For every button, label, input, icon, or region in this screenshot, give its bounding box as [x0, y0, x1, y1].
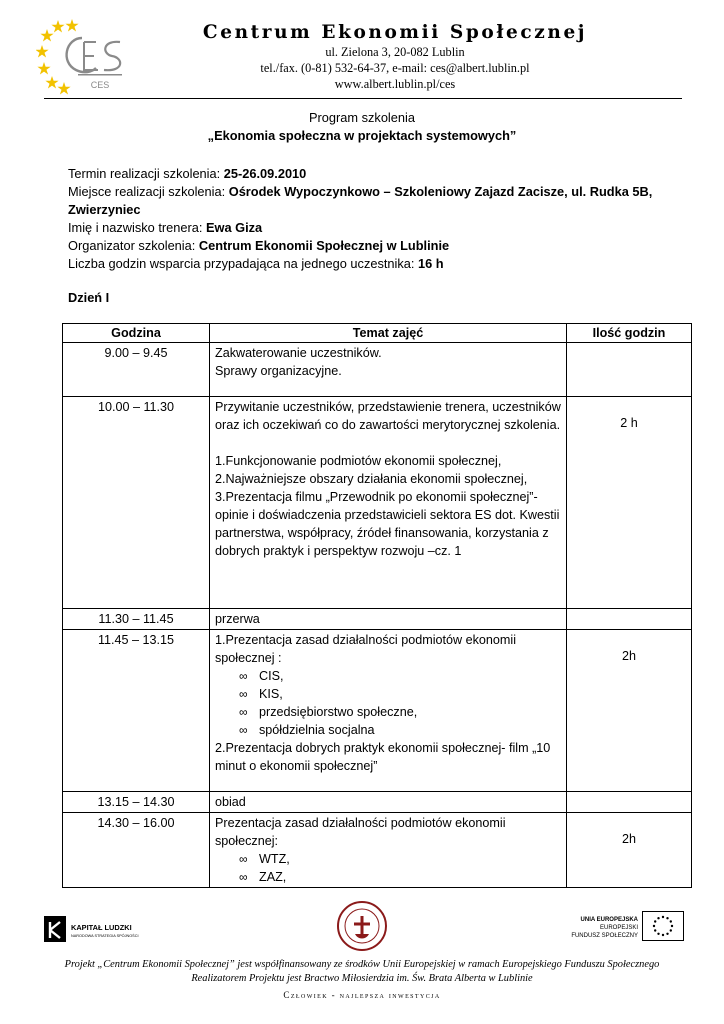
- info-place: Miejsce realizacji szkolenia: Ośrodek Wypoczynkowo – Szkoleniowy Zajazd Zacisze, ul. Rudka 5B,: [68, 184, 653, 199]
- cell-time: 11.45 – 13.15: [63, 630, 210, 792]
- day-heading: Dzień I: [68, 290, 110, 305]
- cell-hours: 2h: [567, 630, 692, 792]
- list-item: ∞ przedsiębiorstwo społeczne,: [239, 703, 561, 721]
- topic-line: Sprawy organizacyjne.: [215, 364, 342, 378]
- cell-topic: [210, 813, 567, 888]
- cell-topic: [210, 343, 567, 397]
- cell-topic: [210, 630, 567, 792]
- footer-funding-note: Projekt „Centrum Ekonomii Społecznej” jest współfinansowany ze środków Unii Europejskiej w ramach Europejskiego Funduszu Społecznego: [64, 959, 660, 970]
- topic-intro: Przywitanie uczestników, przedstawienie trenera, uczestników oraz ich oczekiwań co do zawartości merytorycznej szkolenia.: [215, 400, 561, 432]
- cell-hours: [567, 792, 692, 813]
- cell-time: 9.00 – 9.45: [63, 343, 210, 397]
- topic-outro: 2.Prezentacja dobrych praktyk ekonomii społecznej- film „10 minut o ekonomii społecznej”: [215, 741, 551, 773]
- svg-text:CES: CES: [90, 80, 110, 90]
- eu-stars-icon: [36, 19, 79, 95]
- info-term: Termin realizacji szkolenia: 25-26.09.2010: [68, 166, 307, 181]
- table-row: [63, 792, 692, 813]
- table-row: [63, 813, 692, 888]
- organization-name: Centrum Ekonomii Społecznej: [202, 22, 588, 43]
- column-header-hours: Ilość godzin: [567, 324, 692, 343]
- list-item: ∞ WTZ,: [239, 850, 561, 868]
- cell-time: 13.15 – 14.30: [63, 792, 210, 813]
- eu-line: FUNDUSZ SPOŁECZNY: [571, 933, 638, 939]
- eu-line: UNIA EUROPEJSKA: [580, 917, 638, 923]
- table-header-row: [63, 324, 692, 343]
- training-name: „Ekonomia społeczna w projektach systemowych”: [207, 128, 517, 143]
- cell-time: 11.30 – 11.45: [63, 609, 210, 630]
- list-item: ∞ KIS,: [239, 685, 561, 703]
- topic-point: 2.Najważniejsze obszary działania ekonomii społecznej,: [215, 472, 528, 486]
- table-row: [63, 397, 692, 609]
- table-row: [63, 343, 692, 397]
- table-row: [63, 609, 692, 630]
- organization-contact: tel./fax. (0-81) 532-64-37, e-mail: ces@albert.lublin.pl: [260, 61, 530, 75]
- cell-topic: przerwa: [210, 609, 567, 630]
- cell-time: 10.00 – 11.30: [63, 397, 210, 609]
- footer-realizer-note: Realizatorem Projektu jest Bractwo Miłosierdzia im. Św. Brata Alberta w Lublinie: [191, 973, 533, 984]
- column-header-time: Godzina: [63, 324, 210, 343]
- cell-hours: [567, 343, 692, 397]
- ces-logo: [36, 18, 132, 96]
- table-row: [63, 630, 692, 792]
- eu-caption: [564, 916, 638, 940]
- eu-line: EUROPEJSKI: [599, 925, 638, 931]
- schedule-table: [62, 323, 692, 888]
- topic-bullet-list: [215, 850, 561, 886]
- column-header-topic: Temat zajęć: [210, 324, 567, 343]
- header-divider: [44, 98, 682, 99]
- info-trainer: Imię i nazwisko trenera: Ewa Giza: [68, 220, 263, 235]
- document-title: Program szkolenia: [309, 110, 415, 125]
- kapital-ludzki-logo: [44, 912, 154, 946]
- cell-hours: [567, 609, 692, 630]
- svg-text:NARODOWA STRATEGIA SPÓJNOŚCI: NARODOWA STRATEGIA SPÓJNOŚCI: [71, 934, 139, 938]
- bractwo-seal-icon: [336, 900, 388, 952]
- topic-intro: Prezentacja zasad działalności podmiotów ekonomii społecznej:: [215, 816, 506, 848]
- footer-motto: Człowiek - najlepsza inwestycja: [283, 990, 441, 1000]
- topic-point: 3.Prezentacja filmu „Przewodnik po ekonomii społecznej”- opinie i doświadczenia przedstawicieli sektora ES dot. Kwestii partnerstwa, współpracy, źródeł finansowania, korzystania z dobrych praktyk i perspektyw rozwoju –cz. 1: [215, 490, 560, 558]
- info-hours: Liczba godzin wsparcia przypadająca na jednego uczestnika: 16 h: [68, 256, 444, 271]
- eu-flag-icon: [642, 911, 684, 941]
- list-item: ∞ CIS,: [239, 667, 561, 685]
- organization-address: ul. Zielona 3, 20-082 Lublin: [325, 45, 465, 59]
- topic-bullet-list: [215, 667, 561, 739]
- cell-hours: 2h: [567, 813, 692, 888]
- topic-point: 1.Funkcjonowanie podmiotów ekonomii społecznej,: [215, 454, 502, 468]
- list-item: ∞ spółdzielnia socjalna: [239, 721, 561, 739]
- topic-line: Zakwaterowanie uczestników.: [215, 346, 382, 360]
- list-item: ∞ ZAZ,: [239, 868, 561, 886]
- info-place-cont: Zwierzyniec: [68, 202, 141, 217]
- organization-website[interactable]: www.albert.lublin.pl/ces: [334, 77, 456, 91]
- cell-topic: obiad: [210, 792, 567, 813]
- cell-topic: [210, 397, 567, 609]
- info-organizer: Organizator szkolenia: Centrum Ekonomii Społecznej w Lublinie: [68, 238, 450, 253]
- svg-text:KAPITAŁ LUDZKI: KAPITAŁ LUDZKI: [71, 923, 132, 932]
- topic-intro: 1.Prezentacja zasad działalności podmiotów ekonomii społecznej :: [215, 633, 517, 665]
- cell-hours: 2 h: [567, 397, 692, 609]
- cell-time: 14.30 – 16.00: [63, 813, 210, 888]
